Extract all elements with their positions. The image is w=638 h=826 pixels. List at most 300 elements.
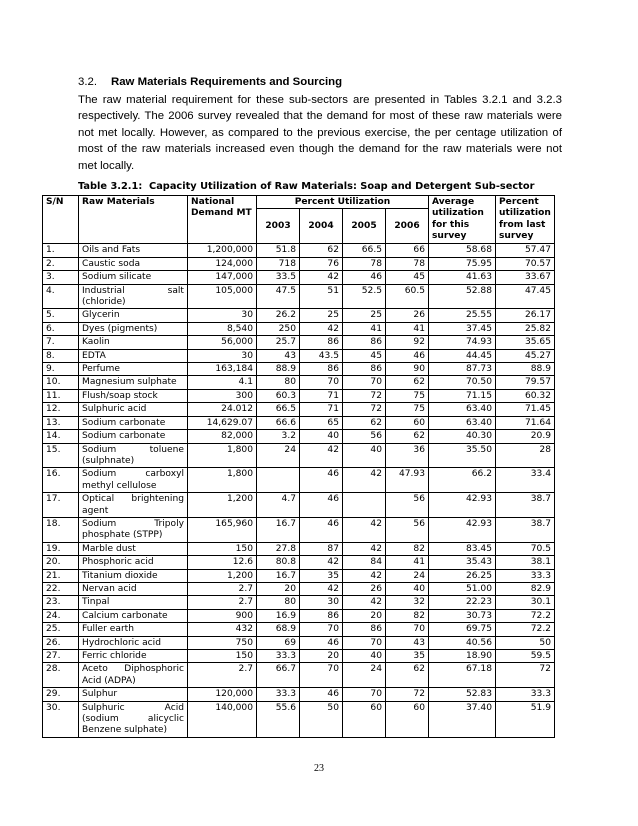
sn-cell: 3. (43, 271, 79, 284)
y2004-cell: 76 (300, 257, 343, 270)
table-row (43, 430, 555, 443)
sn-cell: 26. (43, 636, 79, 649)
y2003-cell (257, 468, 300, 493)
average-cell: 37.45 (429, 322, 496, 335)
material-cell: Kaolin (79, 336, 188, 349)
material-cell: Phosphoric acid (79, 556, 188, 569)
y2006-cell: 62 (386, 376, 429, 389)
y2004-cell: 25 (300, 309, 343, 322)
average-cell: 52.88 (429, 284, 496, 309)
material-cell: EDTA (79, 349, 188, 362)
demand-cell: 1,800 (188, 468, 257, 493)
demand-cell: 150 (188, 650, 257, 663)
sn-cell: 24. (43, 609, 79, 622)
y2006-cell: 41 (386, 322, 429, 335)
table-row (43, 609, 555, 622)
y2006-cell: 40 (386, 582, 429, 595)
sn-cell: 15. (43, 443, 79, 468)
sn-cell: 9. (43, 363, 79, 376)
y2006-cell: 60 (386, 416, 429, 429)
table-row (43, 623, 555, 636)
y2003-cell: 27.8 (257, 542, 300, 555)
y2003-cell: 69 (257, 636, 300, 649)
demand-cell: 4.1 (188, 376, 257, 389)
y2003-cell: 33.3 (257, 650, 300, 663)
last-survey-cell: 30.1 (496, 596, 555, 609)
y2005-cell: 62 (343, 416, 386, 429)
last-survey-cell: 38.7 (496, 517, 555, 542)
last-survey-cell: 70.5 (496, 542, 555, 555)
y2005-cell: 20 (343, 609, 386, 622)
sn-cell: 20. (43, 556, 79, 569)
y2004-cell: 46 (300, 468, 343, 493)
y2003-cell: 16.7 (257, 569, 300, 582)
table-row (43, 403, 555, 416)
y2004-cell: 62 (300, 244, 343, 257)
sn-cell: 2. (43, 257, 79, 270)
material-cell: Sodium toluene (sulphnate) (79, 443, 188, 468)
y2004-cell: 86 (300, 609, 343, 622)
table-id: Table 3.2.1: (78, 181, 143, 192)
average-cell: 52.83 (429, 688, 496, 701)
y2004-cell: 43.5 (300, 349, 343, 362)
demand-cell: 165,960 (188, 517, 257, 542)
sn-cell: 16. (43, 468, 79, 493)
material-cell: Dyes (pigments) (79, 322, 188, 335)
y2004-cell: 42 (300, 556, 343, 569)
y2006-cell: 56 (386, 493, 429, 518)
demand-cell: 140,000 (188, 701, 257, 737)
average-cell: 40.30 (429, 430, 496, 443)
y2003-cell: 24 (257, 443, 300, 468)
demand-cell: 750 (188, 636, 257, 649)
y2004-cell: 20 (300, 650, 343, 663)
y2003-cell: 16.9 (257, 609, 300, 622)
y2006-cell: 66 (386, 244, 429, 257)
y2003-cell: 25.7 (257, 336, 300, 349)
y2005-cell: 86 (343, 363, 386, 376)
table-row (43, 582, 555, 595)
last-survey-cell: 70.57 (496, 257, 555, 270)
average-cell: 51.00 (429, 582, 496, 595)
last-survey-cell: 88.9 (496, 363, 555, 376)
raw-materials-table (42, 195, 555, 738)
table-row (43, 468, 555, 493)
y2005-cell: 72 (343, 403, 386, 416)
average-cell: 35.50 (429, 443, 496, 468)
last-survey-cell: 33.3 (496, 569, 555, 582)
sn-cell: 25. (43, 623, 79, 636)
y2006-cell: 45 (386, 271, 429, 284)
table-caption (78, 181, 534, 192)
y2004-cell: 46 (300, 517, 343, 542)
material-cell: Sodium silicate (79, 271, 188, 284)
y2006-cell: 70 (386, 623, 429, 636)
y2004-cell: 70 (300, 663, 343, 688)
y2004-cell: 51 (300, 284, 343, 309)
y2005-cell: 56 (343, 430, 386, 443)
y2005-cell: 42 (343, 468, 386, 493)
material-cell: Sulphuric acid (79, 403, 188, 416)
demand-cell: 30 (188, 349, 257, 362)
y2003-cell: 60.3 (257, 389, 300, 402)
section-3-2 (78, 74, 562, 174)
demand-cell: 8,540 (188, 322, 257, 335)
y2006-cell: 47.93 (386, 468, 429, 493)
last-survey-cell: 28 (496, 443, 555, 468)
material-cell: Aceto Diphosphoric Acid (ADPA) (79, 663, 188, 688)
sn-cell: 17. (43, 493, 79, 518)
y2006-cell: 92 (386, 336, 429, 349)
demand-cell: 163,184 (188, 363, 257, 376)
demand-cell: 82,000 (188, 430, 257, 443)
average-cell: 42.93 (429, 517, 496, 542)
y2005-cell: 46 (343, 271, 386, 284)
demand-cell: 56,000 (188, 336, 257, 349)
y2005-cell: 40 (343, 650, 386, 663)
table-body (43, 244, 555, 737)
material-cell: Tinpal (79, 596, 188, 609)
y2003-cell: 33.5 (257, 271, 300, 284)
y2006-cell: 75 (386, 389, 429, 402)
material-cell: Sodium Tripoly phosphate (STPP) (79, 517, 188, 542)
header-raw-materials: Raw Materials (79, 196, 188, 244)
y2005-cell: 86 (343, 336, 386, 349)
y2004-cell: 42 (300, 582, 343, 595)
y2004-cell: 65 (300, 416, 343, 429)
y2006-cell: 41 (386, 556, 429, 569)
section-number: 3.2. (78, 76, 97, 88)
y2003-cell: 80 (257, 596, 300, 609)
y2005-cell: 41 (343, 322, 386, 335)
last-survey-cell: 45.27 (496, 349, 555, 362)
header-percent-utilization: Percent Utilization (257, 196, 429, 209)
y2005-cell: 70 (343, 636, 386, 649)
y2003-cell: 20 (257, 582, 300, 595)
demand-cell: 24.012 (188, 403, 257, 416)
sn-cell: 10. (43, 376, 79, 389)
demand-cell: 147,000 (188, 271, 257, 284)
table-row (43, 556, 555, 569)
y2006-cell: 46 (386, 349, 429, 362)
y2004-cell: 70 (300, 376, 343, 389)
y2003-cell: 47.5 (257, 284, 300, 309)
table-row (43, 663, 555, 688)
sn-cell: 7. (43, 336, 79, 349)
header-average-utilization: Average utilization for this survey (429, 196, 496, 244)
y2006-cell: 75 (386, 403, 429, 416)
average-cell: 87.73 (429, 363, 496, 376)
y2004-cell: 87 (300, 542, 343, 555)
table-title: Capacity Utilization of Raw Materials: Soap and Detergent Sub-sector (149, 181, 535, 192)
y2006-cell: 60 (386, 701, 429, 737)
y2003-cell: 66.6 (257, 416, 300, 429)
average-cell: 75.95 (429, 257, 496, 270)
table-row (43, 569, 555, 582)
material-cell: Glycerin (79, 309, 188, 322)
demand-cell: 2.7 (188, 582, 257, 595)
demand-cell: 30 (188, 309, 257, 322)
y2004-cell: 71 (300, 403, 343, 416)
demand-cell: 1,200 (188, 569, 257, 582)
demand-cell: 120,000 (188, 688, 257, 701)
table-row (43, 650, 555, 663)
sn-cell: 12. (43, 403, 79, 416)
table-row (43, 701, 555, 737)
y2005-cell: 45 (343, 349, 386, 362)
average-cell: 70.50 (429, 376, 496, 389)
material-cell: Oils and Fats (79, 244, 188, 257)
y2003-cell: 250 (257, 322, 300, 335)
average-cell: 30.73 (429, 609, 496, 622)
y2006-cell: 26 (386, 309, 429, 322)
y2005-cell: 86 (343, 623, 386, 636)
material-cell: Sodium carbonate (79, 430, 188, 443)
page-number: 23 (314, 763, 324, 774)
demand-cell: 300 (188, 389, 257, 402)
y2003-cell: 88.9 (257, 363, 300, 376)
sn-cell: 13. (43, 416, 79, 429)
section-heading (78, 74, 562, 91)
average-cell: 63.40 (429, 403, 496, 416)
y2003-cell: 16.7 (257, 517, 300, 542)
y2006-cell: 32 (386, 596, 429, 609)
y2006-cell: 56 (386, 517, 429, 542)
sn-cell: 22. (43, 582, 79, 595)
material-cell: Titanium dioxide (79, 569, 188, 582)
table-row (43, 284, 555, 309)
y2003-cell: 3.2 (257, 430, 300, 443)
y2005-cell: 24 (343, 663, 386, 688)
y2005-cell: 40 (343, 443, 386, 468)
material-cell: Fuller earth (79, 623, 188, 636)
demand-cell: 2.7 (188, 596, 257, 609)
last-survey-cell: 47.45 (496, 284, 555, 309)
demand-cell: 150 (188, 542, 257, 555)
table-row (43, 636, 555, 649)
average-cell: 71.15 (429, 389, 496, 402)
y2003-cell: 66.5 (257, 403, 300, 416)
table-row (43, 688, 555, 701)
average-cell: 41.63 (429, 271, 496, 284)
demand-cell: 105,000 (188, 284, 257, 309)
y2003-cell: 4.7 (257, 493, 300, 518)
sn-cell: 1. (43, 244, 79, 257)
material-cell: Magnesium sulphate (79, 376, 188, 389)
last-survey-cell: 72 (496, 663, 555, 688)
y2004-cell: 35 (300, 569, 343, 582)
table-row (43, 376, 555, 389)
y2006-cell: 60.5 (386, 284, 429, 309)
material-cell: Perfume (79, 363, 188, 376)
last-survey-cell: 50 (496, 636, 555, 649)
demand-cell: 124,000 (188, 257, 257, 270)
sn-cell: 4. (43, 284, 79, 309)
last-survey-cell: 35.65 (496, 336, 555, 349)
average-cell: 44.45 (429, 349, 496, 362)
table-row (43, 257, 555, 270)
last-survey-cell: 82.9 (496, 582, 555, 595)
last-survey-cell: 26.17 (496, 309, 555, 322)
last-survey-cell: 33.4 (496, 468, 555, 493)
header-year-2006: 2006 (386, 209, 429, 244)
sn-cell: 23. (43, 596, 79, 609)
y2005-cell: 42 (343, 517, 386, 542)
y2004-cell: 46 (300, 688, 343, 701)
table-row (43, 244, 555, 257)
sn-cell: 11. (43, 389, 79, 402)
y2003-cell: 68.9 (257, 623, 300, 636)
y2006-cell: 62 (386, 663, 429, 688)
y2005-cell: 70 (343, 688, 386, 701)
table-row (43, 542, 555, 555)
last-survey-cell: 71.64 (496, 416, 555, 429)
y2006-cell: 82 (386, 609, 429, 622)
sn-cell: 5. (43, 309, 79, 322)
y2004-cell: 86 (300, 336, 343, 349)
demand-cell: 1,200,000 (188, 244, 257, 257)
average-cell: 83.45 (429, 542, 496, 555)
sn-cell: 19. (43, 542, 79, 555)
average-cell: 40.56 (429, 636, 496, 649)
sn-cell: 28. (43, 663, 79, 688)
y2005-cell (343, 493, 386, 518)
y2004-cell: 71 (300, 389, 343, 402)
last-survey-cell: 33.67 (496, 271, 555, 284)
sn-cell: 29. (43, 688, 79, 701)
average-cell: 42.93 (429, 493, 496, 518)
y2005-cell: 66.5 (343, 244, 386, 257)
y2005-cell: 78 (343, 257, 386, 270)
sn-cell: 8. (43, 349, 79, 362)
table-row (43, 517, 555, 542)
y2003-cell: 66.7 (257, 663, 300, 688)
average-cell: 63.40 (429, 416, 496, 429)
y2004-cell: 46 (300, 493, 343, 518)
average-cell: 37.40 (429, 701, 496, 737)
demand-cell: 2.7 (188, 663, 257, 688)
y2004-cell: 70 (300, 623, 343, 636)
y2003-cell: 80.8 (257, 556, 300, 569)
material-cell: Sulphur (79, 688, 188, 701)
sn-cell: 27. (43, 650, 79, 663)
y2005-cell: 72 (343, 389, 386, 402)
average-cell: 35.43 (429, 556, 496, 569)
sn-cell: 21. (43, 569, 79, 582)
header-year-2005: 2005 (343, 209, 386, 244)
material-cell: Hydrochloric acid (79, 636, 188, 649)
y2004-cell: 30 (300, 596, 343, 609)
table-row (43, 349, 555, 362)
material-cell: Industrial salt (chloride) (79, 284, 188, 309)
y2005-cell: 42 (343, 596, 386, 609)
y2003-cell: 55.6 (257, 701, 300, 737)
y2004-cell: 42 (300, 322, 343, 335)
last-survey-cell: 60.32 (496, 389, 555, 402)
last-survey-cell: 59.5 (496, 650, 555, 663)
y2005-cell: 42 (343, 542, 386, 555)
table-row (43, 596, 555, 609)
last-survey-cell: 71.45 (496, 403, 555, 416)
table-row (43, 443, 555, 468)
y2003-cell: 718 (257, 257, 300, 270)
average-cell: 69.75 (429, 623, 496, 636)
y2006-cell: 62 (386, 430, 429, 443)
material-cell: Flush/soap stock (79, 389, 188, 402)
y2003-cell: 51.8 (257, 244, 300, 257)
y2005-cell: 70 (343, 376, 386, 389)
section-paragraph: The raw material requirement for these sub-sectors are presented in Tables 3.2.1 and 3.2.3 respectively. The 2006 survey revealed that the demand for most of these raw materials were not met locally. However, as compared to the previous exercise, the per centage utilization of most of the raw materials increased even though the demand for the raw materials were not met locally. (78, 93, 562, 172)
material-cell: Sulphuric Acid (sodium alicyclic Benzene sulphate) (79, 701, 188, 737)
header-national-demand: National Demand MT (188, 196, 257, 244)
header-sn: S/N (43, 196, 79, 244)
demand-cell: 1,800 (188, 443, 257, 468)
y2005-cell: 25 (343, 309, 386, 322)
demand-cell: 900 (188, 609, 257, 622)
average-cell: 58.68 (429, 244, 496, 257)
y2004-cell: 42 (300, 271, 343, 284)
y2004-cell: 40 (300, 430, 343, 443)
material-cell: Nervan acid (79, 582, 188, 595)
demand-cell: 12.6 (188, 556, 257, 569)
y2006-cell: 35 (386, 650, 429, 663)
material-cell: Sodium carbonate (79, 416, 188, 429)
last-survey-cell: 38.1 (496, 556, 555, 569)
average-cell: 25.55 (429, 309, 496, 322)
last-survey-cell: 20.9 (496, 430, 555, 443)
last-survey-cell: 33.3 (496, 688, 555, 701)
y2004-cell: 42 (300, 443, 343, 468)
y2005-cell: 84 (343, 556, 386, 569)
material-cell: Optical brightening agent (79, 493, 188, 518)
demand-cell: 432 (188, 623, 257, 636)
table-row (43, 389, 555, 402)
material-cell: Sodium carboxyl methyl cellulose (79, 468, 188, 493)
last-survey-cell: 51.9 (496, 701, 555, 737)
material-cell: Caustic soda (79, 257, 188, 270)
y2004-cell: 46 (300, 636, 343, 649)
last-survey-cell: 79.57 (496, 376, 555, 389)
y2006-cell: 82 (386, 542, 429, 555)
material-cell: Ferric chloride (79, 650, 188, 663)
average-cell: 26.25 (429, 569, 496, 582)
y2006-cell: 43 (386, 636, 429, 649)
header-year-2003: 2003 (257, 209, 300, 244)
y2003-cell: 33.3 (257, 688, 300, 701)
section-title: Raw Materials Requirements and Sourcing (111, 76, 343, 88)
average-cell: 18.90 (429, 650, 496, 663)
y2006-cell: 78 (386, 257, 429, 270)
last-survey-cell: 72.2 (496, 609, 555, 622)
material-cell: Marble dust (79, 542, 188, 555)
sn-cell: 30. (43, 701, 79, 737)
average-cell: 67.18 (429, 663, 496, 688)
y2005-cell: 42 (343, 569, 386, 582)
table-row (43, 336, 555, 349)
y2006-cell: 24 (386, 569, 429, 582)
table-row (43, 309, 555, 322)
material-cell: Calcium carbonate (79, 609, 188, 622)
demand-cell: 1,200 (188, 493, 257, 518)
y2003-cell: 43 (257, 349, 300, 362)
y2003-cell: 80 (257, 376, 300, 389)
demand-cell: 14,629.07 (188, 416, 257, 429)
header-last-survey: Percent utilization from last survey (496, 196, 555, 244)
y2006-cell: 90 (386, 363, 429, 376)
table-row (43, 416, 555, 429)
header-year-2004: 2004 (300, 209, 343, 244)
average-cell: 74.93 (429, 336, 496, 349)
